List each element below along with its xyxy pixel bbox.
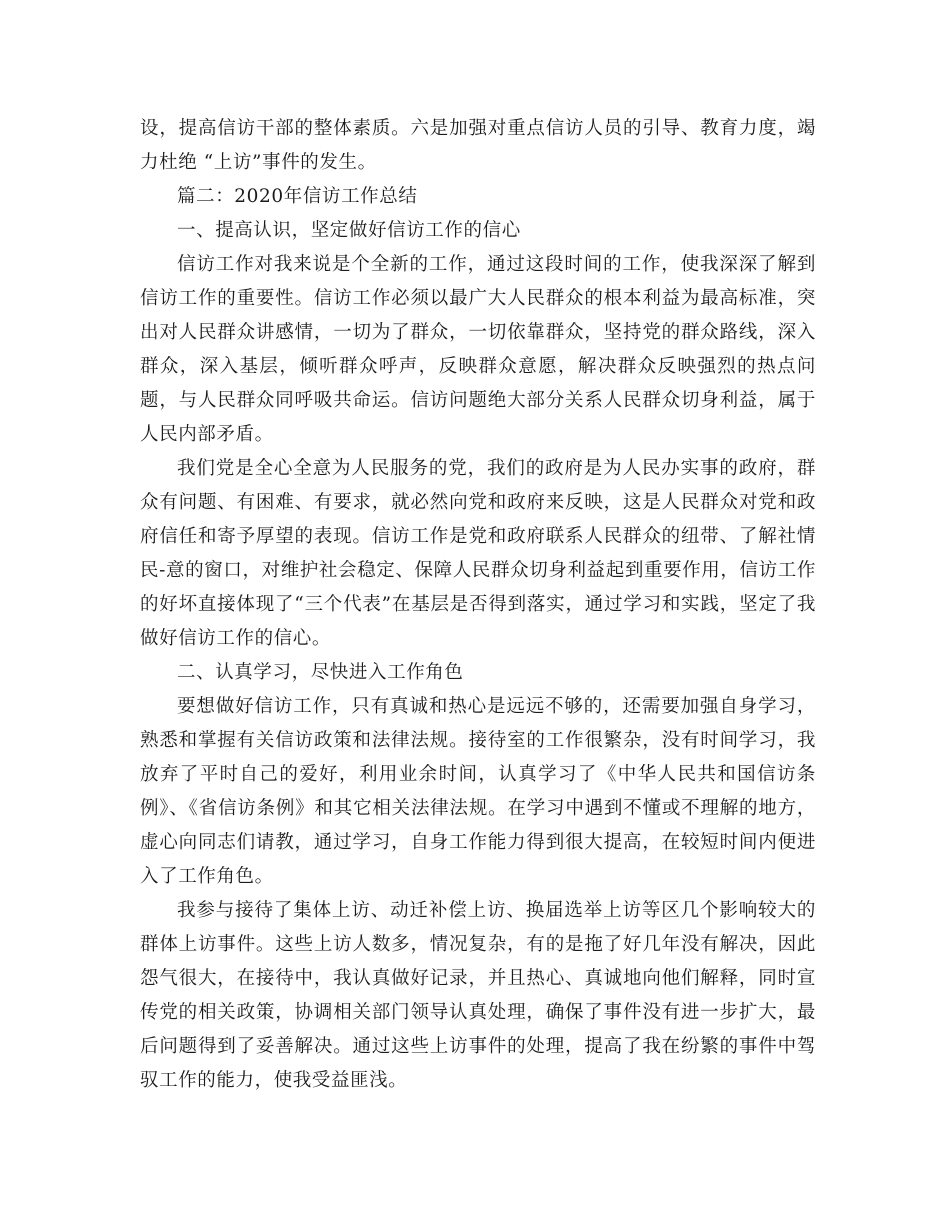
paragraph: 我参与接待了集体上访、动迁补偿上访、换届选举上访等区几个影响较大的群体上访事件。这些上访人数多，情况复杂，有的是拖了好几年没有解决，因此怨气很大，在接待中，我认真做好记录，并且热心、真诚地向他们解释，同时宣传党的相关政策，协调相关部门领导认真处理，确保了事件没有进一步扩大，最后问题得到了妥善解决。通过这些上访事件的处理，提高了我在纷繁的事件中驾驭工作的能力，使我受益匪浅。 (140, 900, 816, 1091)
subheading-2: 二、认真学习，尽快进入工作角色 (177, 662, 464, 683)
section-title: 篇二：2020年信访工作总结 (177, 186, 418, 207)
paragraph: 要想做好信访工作，只有真诚和热心是远远不够的，还需要加强自身学习，熟悉和掌握有关信访政策和法律法规。接待室的工作很繁杂，没有时间学习，我放弃了平时自己的爱好，利用业余时间，认真学习了《中华人民共和国信访条例》、《省信访条例》和其它相关法律法规。在学习中遇到不懂或不理解的地方，虚心向同志们请教，通过学习，自身工作能力得到很大提高，在较短时间内便进入了工作角色。 (140, 696, 816, 887)
paragraph: 我们党是全心全意为人民服务的党，我们的政府是为人民办实事的政府，群众有问题、有困难、有要求，就必然向党和政府来反映，这是人民群众对党和政府信任和寄予厚望的表现。信访工作是党和政府联系人民群众的纽带、了解社情民-意的窗口，对维护社会稳定、保障人民群众切身利益起到重要作用，信访工作的好坏直接体现了“三个代表”在基层是否得到落实，通过学习和实践，坚定了我做好信访工作的信心。 (140, 458, 816, 649)
subheading-1: 一、提高认识，坚定做好信访工作的信心 (177, 220, 521, 241)
document-body (140, 112, 816, 1098)
paragraph-continuation: 设，提高信访干部的整体素质。六是加强对重点信访人员的引导、教育力度，竭力杜绝 “上访”事件的发生。 (140, 118, 816, 173)
paragraph: 信访工作对我来说是个全新的工作，通过这段时间的工作，使我深深了解到信访工作的重要性。信访工作必须以最广大人民群众的根本利益为最高标准，突出对人民群众讲感情，一切为了群众，一切依靠群众，坚持党的群众路线，深入群众，深入基层，倾听群众呼声，反映群众意愿，解决群众反映强烈的热点问题，与人民群众同呼吸共命运。信访问题绝大部分关系人民群众切身利益，属于人民内部矛盾。 (140, 254, 816, 445)
